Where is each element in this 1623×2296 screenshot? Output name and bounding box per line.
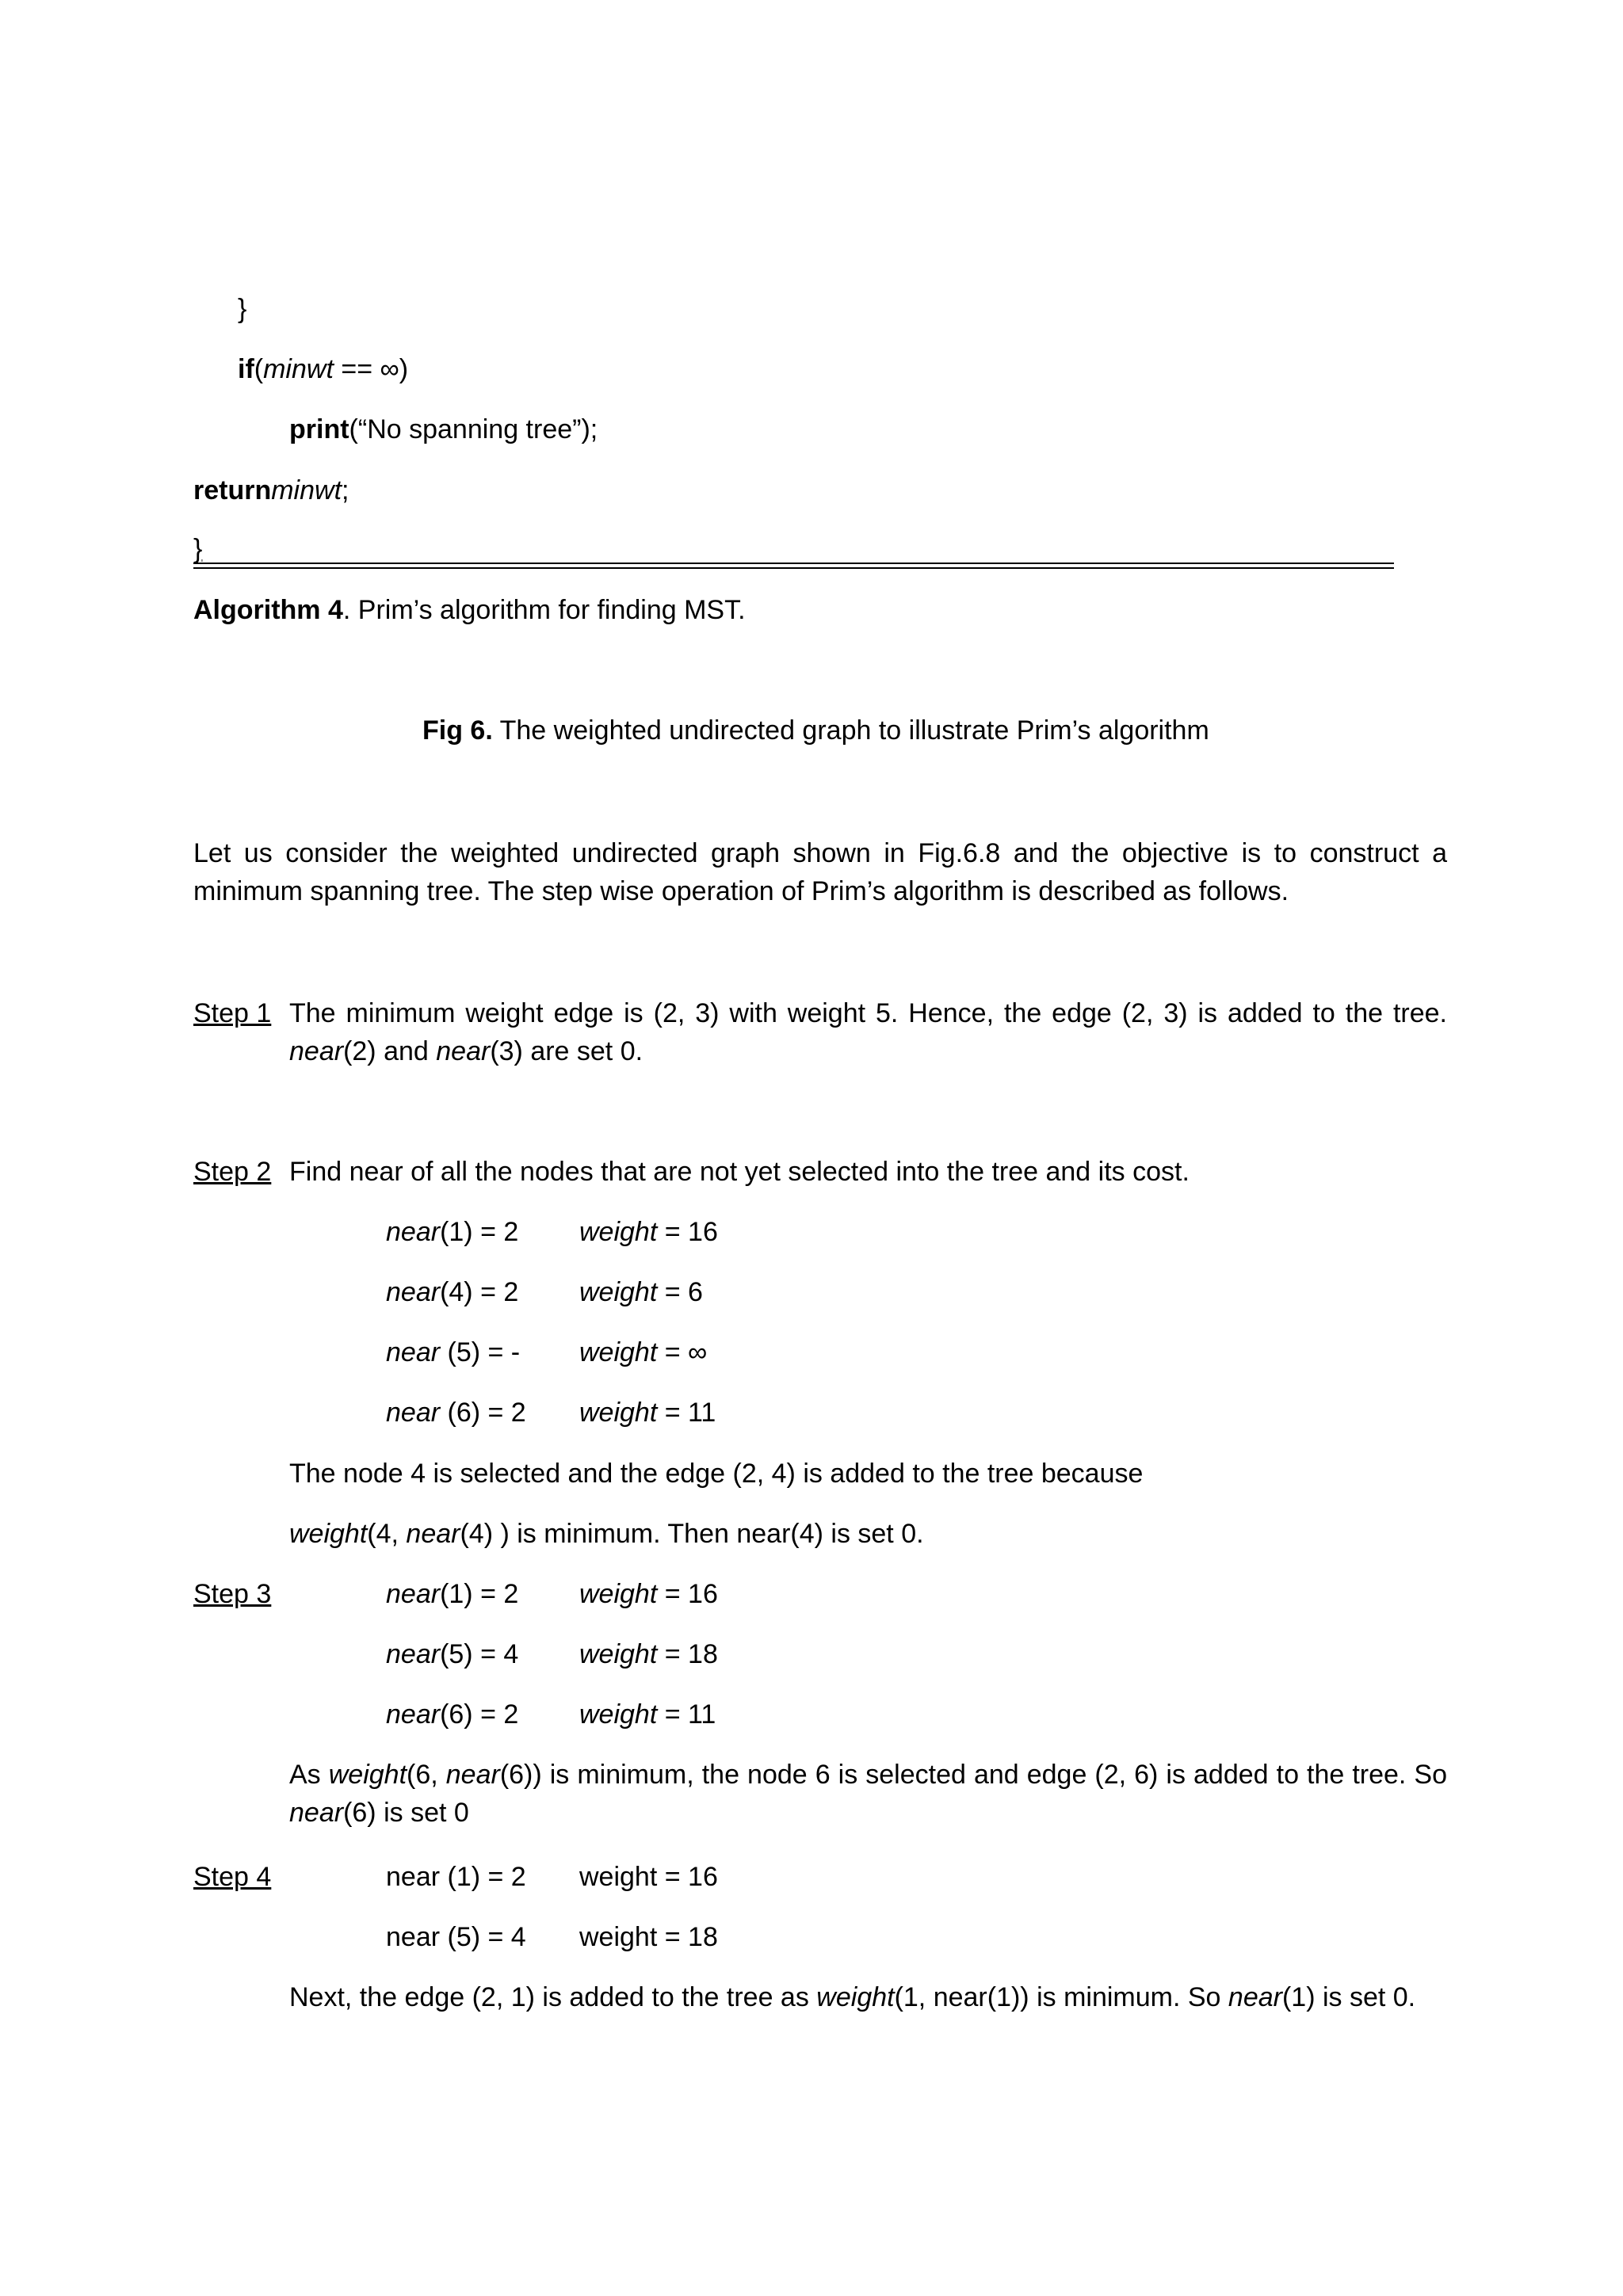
step3-after-d: (6) is set 0 bbox=[343, 1798, 469, 1828]
step4-after-c: (1) is set 0. bbox=[1281, 1982, 1416, 2012]
code-if-line bbox=[238, 350, 408, 388]
near-word: near bbox=[289, 1798, 344, 1828]
weight-value: = 18 bbox=[657, 1639, 718, 1669]
step3-row3-weight bbox=[579, 1695, 716, 1733]
step2-after-line1: The node 4 is selected and the edge (2, 4) is added to the tree because bbox=[289, 1459, 1144, 1489]
figure-caption bbox=[422, 711, 1209, 749]
step2-row4-near bbox=[386, 1394, 526, 1432]
weight-word: weight bbox=[579, 1579, 658, 1609]
step2-after-b: (4) ) is minimum. Then near(4) is set 0. bbox=[460, 1519, 924, 1549]
step2-row2-near bbox=[386, 1273, 518, 1311]
weight-value: = 16 bbox=[657, 1579, 718, 1609]
step2-row4-weight bbox=[579, 1394, 716, 1432]
step2-after-line2 bbox=[289, 1515, 924, 1553]
code-if-rest: == ∞) bbox=[333, 354, 409, 384]
step1-text bbox=[289, 994, 1447, 1070]
near-value: (6) = 2 bbox=[440, 1398, 526, 1428]
step3-after-text bbox=[289, 1756, 1447, 1832]
weight-value: = 11 bbox=[657, 1699, 716, 1730]
near-word: near bbox=[386, 1699, 441, 1730]
near-word: near bbox=[406, 1519, 460, 1549]
step4-row2-near: near (5) = 4 bbox=[386, 1922, 526, 1952]
near-word: near bbox=[445, 1760, 500, 1790]
step4-after-b: (1, near(1)) is minimum. So bbox=[894, 1982, 1228, 2012]
near-value: (4) = 2 bbox=[440, 1277, 519, 1307]
code-return-var: minwt bbox=[271, 475, 342, 505]
step2-row1-near bbox=[386, 1213, 518, 1251]
code-return-line bbox=[193, 471, 349, 509]
step4-label: Step 4 bbox=[193, 1862, 272, 1892]
weight-value: = ∞ bbox=[657, 1337, 708, 1367]
step2-after-a: (4, bbox=[367, 1519, 407, 1549]
step2-row2-weight bbox=[579, 1273, 703, 1311]
step1-text-a: The minimum weight edge is (2, 3) with weight 5. Hence, the edge (2, 3) is added to the tree. bbox=[289, 998, 1447, 1028]
code-return-keyword: return bbox=[193, 475, 272, 505]
weight-value: = 16 bbox=[657, 1217, 718, 1247]
near-word: near bbox=[386, 1217, 441, 1247]
near-value: (1) = 2 bbox=[440, 1217, 519, 1247]
step2-text: Find near of all the nodes that are not yet selected into the tree and its cost. bbox=[289, 1157, 1190, 1187]
step3-row2-weight bbox=[579, 1635, 718, 1673]
weight-word: weight bbox=[579, 1639, 658, 1669]
step1-near-a: near bbox=[289, 1036, 344, 1066]
code-print-line bbox=[289, 410, 598, 448]
code-print-keyword: print bbox=[289, 414, 349, 444]
step1-label: Step 1 bbox=[193, 998, 272, 1028]
algorithm-caption bbox=[193, 591, 746, 629]
step4-row1-near: near (1) = 2 bbox=[386, 1862, 526, 1892]
near-word: near bbox=[386, 1398, 441, 1428]
step2-row3-near bbox=[386, 1333, 520, 1371]
code-if-keyword: if bbox=[238, 354, 254, 384]
step3-row3-near bbox=[386, 1695, 518, 1733]
step3-after-b: (6, bbox=[407, 1760, 446, 1790]
near-word: near bbox=[386, 1277, 441, 1307]
code-close-brace: } bbox=[238, 294, 247, 324]
weight-word: weight bbox=[816, 1982, 895, 2012]
near-word: near bbox=[386, 1337, 441, 1367]
weight-word: weight bbox=[579, 1398, 658, 1428]
weight-value: = 6 bbox=[657, 1277, 703, 1307]
code-return-semicolon: ; bbox=[342, 475, 349, 505]
step3-row1-near bbox=[386, 1575, 518, 1613]
step2-row3-weight bbox=[579, 1333, 707, 1371]
near-value: (1) = 2 bbox=[440, 1579, 519, 1609]
step3-row1-weight bbox=[579, 1575, 718, 1613]
near-value: (6) = 2 bbox=[440, 1699, 519, 1730]
step1-text-c: (3) are set 0. bbox=[490, 1036, 643, 1066]
near-value: (5) = - bbox=[440, 1337, 521, 1367]
step4-row2-weight: weight = 18 bbox=[579, 1922, 718, 1952]
weight-word: weight bbox=[579, 1277, 658, 1307]
code-print-arg: (“No spanning tree”); bbox=[349, 414, 598, 444]
step1-near-b: near bbox=[436, 1036, 491, 1066]
step3-after-c: (6)) is minimum, the node 6 is selected and edge (2, 6) is added to the tree. So bbox=[499, 1760, 1448, 1790]
figure-caption-label: Fig 6. bbox=[422, 715, 493, 746]
near-word: near bbox=[386, 1639, 441, 1669]
algorithm-caption-text: . Prim’s algorithm for finding MST. bbox=[342, 595, 746, 625]
step2-row1-weight bbox=[579, 1213, 718, 1251]
step4-after-text bbox=[289, 1978, 1415, 2016]
weight-word: weight bbox=[579, 1217, 658, 1247]
weight-word: weight bbox=[328, 1760, 407, 1790]
algorithm-caption-label: Algorithm 4 bbox=[193, 595, 343, 625]
step4-row1-weight: weight = 16 bbox=[579, 1862, 718, 1892]
intro-paragraph: Let us consider the weighted undirected graph shown in Fig.6.8 and the objective is to construct a minimum spanning tree. The step wise operation of Prim’s algorithm is described as follows. bbox=[193, 838, 1447, 906]
figure-caption-text: The weighted undirected graph to illustrate Prim’s algorithm bbox=[492, 715, 1209, 746]
near-word: near bbox=[1228, 1982, 1282, 2012]
code-if-var: minwt bbox=[263, 354, 334, 384]
weight-value: = 11 bbox=[657, 1398, 716, 1428]
weight-word: weight bbox=[579, 1337, 658, 1367]
step3-after-a: As bbox=[289, 1760, 329, 1790]
step2-label: Step 2 bbox=[193, 1157, 272, 1187]
code-if-open: ( bbox=[254, 354, 264, 384]
near-value: (5) = 4 bbox=[440, 1639, 519, 1669]
weight-word: weight bbox=[579, 1699, 658, 1730]
code-final-brace: } bbox=[193, 534, 203, 564]
step4-after-a: Next, the edge (2, 1) is added to the tree as bbox=[289, 1982, 817, 2012]
step1-text-b: (2) and bbox=[343, 1036, 437, 1066]
step3-label: Step 3 bbox=[193, 1579, 272, 1609]
near-word: near bbox=[386, 1579, 441, 1609]
step3-row2-near bbox=[386, 1635, 518, 1673]
algorithm-divider bbox=[193, 563, 1394, 569]
weight-word: weight bbox=[289, 1519, 368, 1549]
